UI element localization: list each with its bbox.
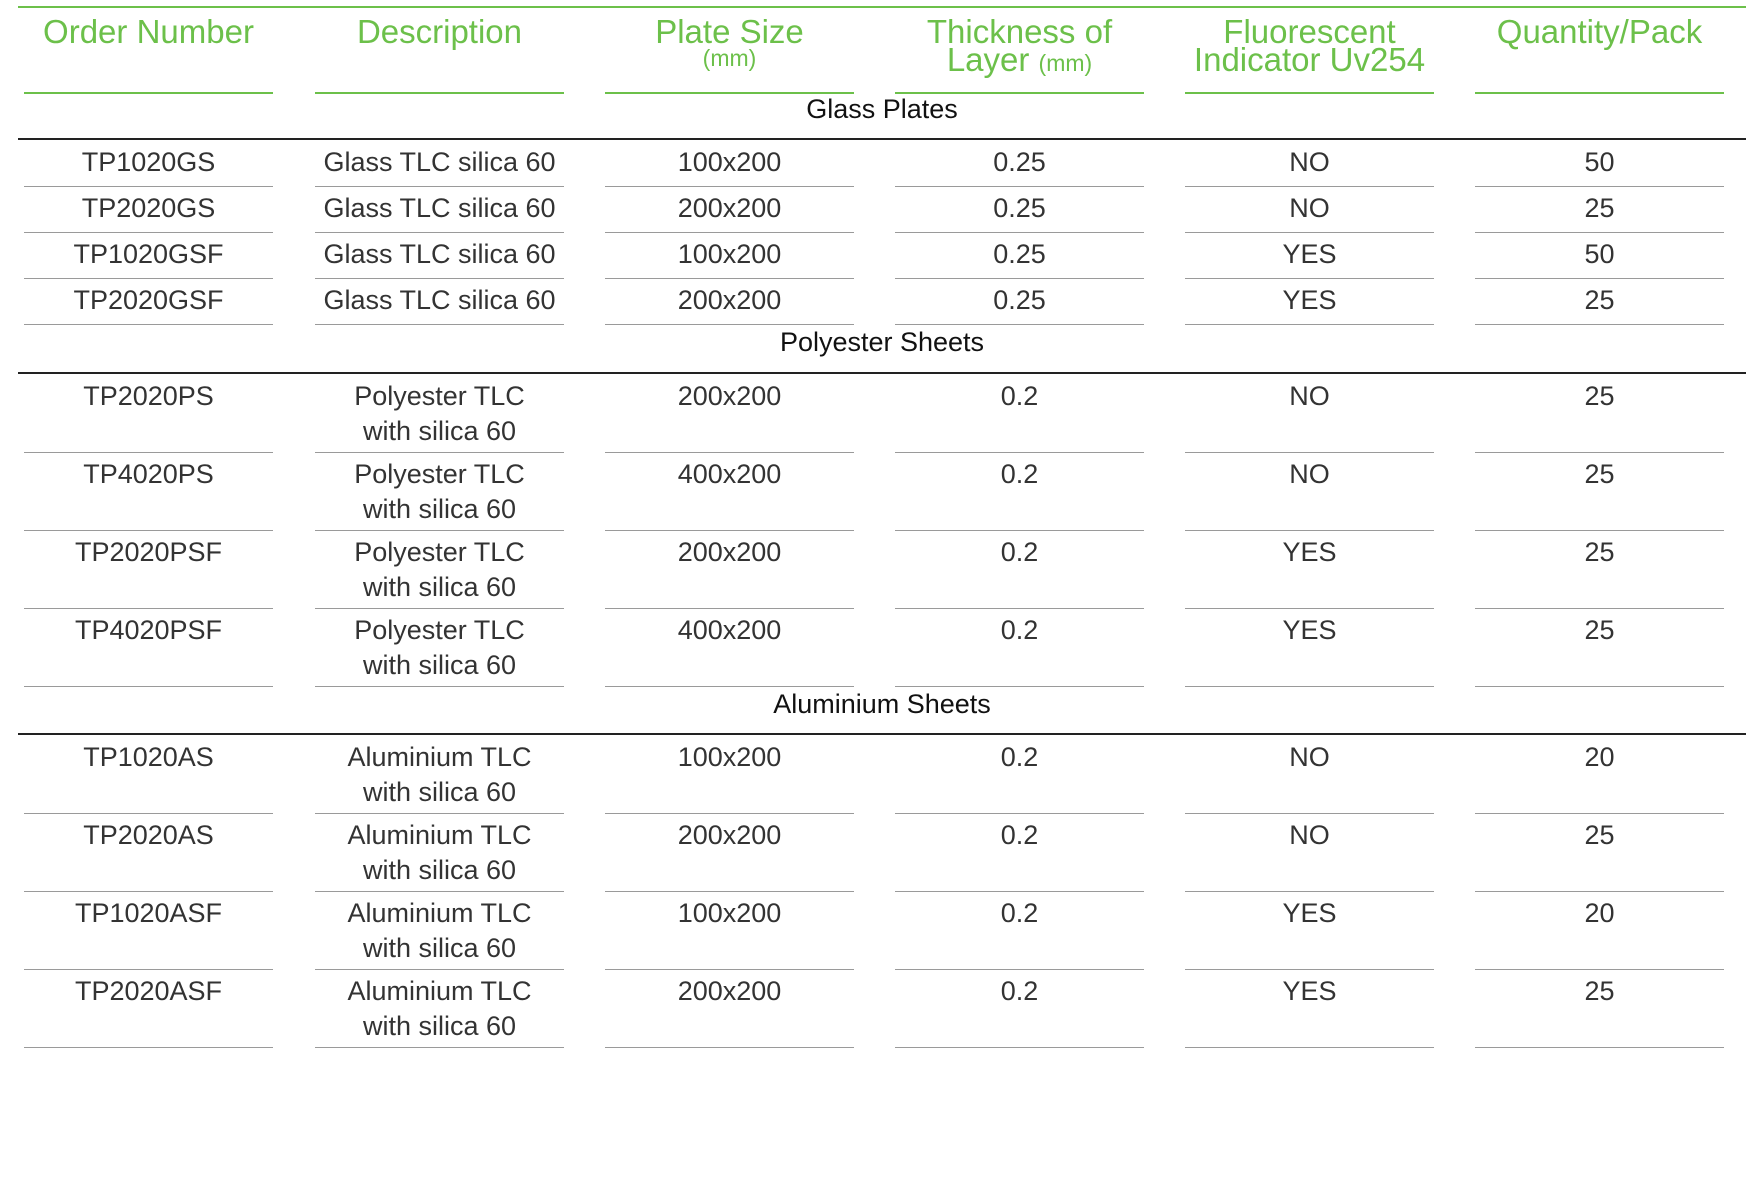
top-rule <box>18 6 1746 8</box>
description-line-1: Glass TLC silica 60 <box>323 285 556 315</box>
cell-fluorescent <box>1185 609 1434 687</box>
cell-fluorescent <box>1185 453 1434 531</box>
quantity-value: 25 <box>1584 976 1615 1006</box>
cell-quantity <box>1475 609 1724 687</box>
description-line-1: Polyester TLC <box>354 537 525 567</box>
header-order-number <box>24 12 273 94</box>
cell-plate-size <box>605 609 854 687</box>
plate-size-value: 400x200 <box>677 459 782 489</box>
cell-description <box>315 736 564 814</box>
cell-thickness <box>895 892 1144 970</box>
cell-quantity <box>1475 141 1724 187</box>
section-rule <box>18 372 1746 374</box>
description-line-1: Aluminium TLC <box>347 820 532 850</box>
thickness-value: 0.2 <box>1000 898 1039 928</box>
plate-size-value: 200x200 <box>677 820 782 850</box>
plate-size-value: 100x200 <box>677 898 782 928</box>
cell-quantity <box>1475 814 1724 892</box>
cell-order-number <box>24 736 273 814</box>
thickness-value: 0.2 <box>1000 537 1039 567</box>
description-line-2: with silica 60 <box>362 494 517 524</box>
order-number-value: TP4020PSF <box>74 615 223 645</box>
cell-fluorescent <box>1185 814 1434 892</box>
thickness-value: 0.2 <box>1000 820 1039 850</box>
thickness-value: 0.2 <box>1000 742 1039 772</box>
cell-plate-size <box>605 187 854 233</box>
cell-order-number <box>24 609 273 687</box>
description-line-1: Glass TLC silica 60 <box>323 239 556 269</box>
cell-description <box>315 892 564 970</box>
order-number-value: TP1020AS <box>83 742 214 772</box>
cell-fluorescent <box>1185 187 1434 233</box>
order-number-value: TP2020AS <box>83 820 214 850</box>
cell-plate-size <box>605 892 854 970</box>
cell-description <box>315 141 564 187</box>
thickness-value: 0.25 <box>993 285 1046 315</box>
description-line-2: with silica 60 <box>362 650 517 680</box>
description-line-2: with silica 60 <box>362 933 517 963</box>
plate-size-value: 200x200 <box>677 285 782 315</box>
header-thickness-unit: (mm) <box>1038 50 1093 76</box>
cell-thickness <box>895 453 1144 531</box>
cell-fluorescent <box>1185 531 1434 609</box>
cell-quantity <box>1475 233 1724 279</box>
description-line-2: with silica 60 <box>362 777 517 807</box>
plate-size-value: 100x200 <box>677 147 782 177</box>
header-thickness-label2: Layer <box>946 41 1030 78</box>
section-rule <box>18 733 1746 735</box>
quantity-value: 25 <box>1584 193 1615 223</box>
quantity-value: 25 <box>1584 285 1615 315</box>
cell-order-number <box>24 279 273 325</box>
cell-thickness <box>895 233 1144 279</box>
cell-plate-size <box>605 375 854 453</box>
header-description-label: Description <box>356 13 523 50</box>
cell-description <box>315 375 564 453</box>
cell-plate-size <box>605 531 854 609</box>
order-number-value: TP2020PS <box>83 381 214 411</box>
cell-quantity <box>1475 187 1724 233</box>
thickness-value: 0.2 <box>1000 976 1039 1006</box>
thickness-value: 0.25 <box>993 193 1046 223</box>
section-rule <box>18 138 1746 140</box>
cell-quantity <box>1475 892 1724 970</box>
cell-plate-size <box>605 141 854 187</box>
cell-order-number <box>24 375 273 453</box>
order-number-value: TP2020GSF <box>73 285 224 315</box>
thickness-value: 0.2 <box>1000 459 1039 489</box>
cell-description <box>315 531 564 609</box>
order-number-value: TP4020PS <box>83 459 214 489</box>
order-number-value: TP2020PSF <box>74 537 223 567</box>
cell-plate-size <box>605 814 854 892</box>
cell-thickness <box>895 141 1144 187</box>
cell-fluorescent <box>1185 375 1434 453</box>
header-thickness-label: Thickness of <box>926 13 1113 50</box>
description-line-1: Aluminium TLC <box>347 742 532 772</box>
cell-plate-size <box>605 970 854 1048</box>
header-plate-size-unit: (mm) <box>702 45 757 71</box>
plate-size-value: 200x200 <box>677 537 782 567</box>
quantity-value: 25 <box>1584 381 1615 411</box>
cell-quantity <box>1475 453 1724 531</box>
quantity-value: 50 <box>1584 147 1615 177</box>
header-description <box>315 12 564 94</box>
cell-description <box>315 970 564 1048</box>
header-fluorescent-label2: Indicator Uv254 <box>1193 41 1426 78</box>
cell-fluorescent <box>1185 970 1434 1048</box>
header-fluorescent-label: Fluorescent <box>1223 13 1396 50</box>
plate-size-value: 400x200 <box>677 615 782 645</box>
cell-description <box>315 233 564 279</box>
quantity-value: 20 <box>1584 742 1615 772</box>
quantity-value: 50 <box>1584 239 1615 269</box>
cell-quantity <box>1475 279 1724 325</box>
fluorescent-value: YES <box>1282 976 1337 1006</box>
order-number-value: TP2020GS <box>81 193 216 223</box>
fluorescent-value: NO <box>1289 742 1330 772</box>
plate-size-value: 100x200 <box>677 742 782 772</box>
fluorescent-value: NO <box>1289 459 1330 489</box>
plate-size-value: 200x200 <box>677 381 782 411</box>
description-line-1: Glass TLC silica 60 <box>323 193 556 223</box>
description-line-1: Polyester TLC <box>354 381 525 411</box>
fluorescent-value: YES <box>1282 898 1337 928</box>
section-title: Aluminium Sheets <box>773 689 991 719</box>
header-fluorescent <box>1185 12 1434 94</box>
description-line-1: Polyester TLC <box>354 459 525 489</box>
cell-thickness <box>895 609 1144 687</box>
quantity-value: 25 <box>1584 820 1615 850</box>
thickness-value: 0.25 <box>993 147 1046 177</box>
fluorescent-value: NO <box>1289 381 1330 411</box>
cell-order-number <box>24 141 273 187</box>
fluorescent-value: YES <box>1282 537 1337 567</box>
fluorescent-value: NO <box>1289 820 1330 850</box>
fluorescent-value: YES <box>1282 615 1337 645</box>
fluorescent-value: YES <box>1282 285 1337 315</box>
quantity-value: 25 <box>1584 615 1615 645</box>
header-plate-size-label: Plate Size <box>655 13 804 50</box>
cell-thickness <box>895 814 1144 892</box>
description-line-2: with silica 60 <box>362 1011 517 1041</box>
plate-size-value: 200x200 <box>677 193 782 223</box>
header-quantity <box>1475 12 1724 94</box>
thickness-value: 0.2 <box>1000 381 1039 411</box>
quantity-value: 20 <box>1584 898 1615 928</box>
cell-fluorescent <box>1185 736 1434 814</box>
header-order-number-label: Order Number <box>43 13 254 50</box>
fluorescent-value: NO <box>1289 193 1330 223</box>
header-thickness <box>895 12 1144 94</box>
cell-order-number <box>24 892 273 970</box>
quantity-value: 25 <box>1584 459 1615 489</box>
description-line-2: with silica 60 <box>362 416 517 446</box>
description-line-1: Aluminium TLC <box>347 898 532 928</box>
header-quantity-label: Quantity/Pack <box>1496 13 1703 50</box>
cell-description <box>315 814 564 892</box>
section-title: Polyester Sheets <box>779 327 985 357</box>
order-number-value: TP2020ASF <box>74 976 223 1006</box>
cell-thickness <box>895 375 1144 453</box>
cell-fluorescent <box>1185 233 1434 279</box>
description-line-1: Aluminium TLC <box>347 976 532 1006</box>
cell-description <box>315 187 564 233</box>
fluorescent-value: NO <box>1289 147 1330 177</box>
plate-size-value: 200x200 <box>677 976 782 1006</box>
cell-order-number <box>24 970 273 1048</box>
cell-order-number <box>24 453 273 531</box>
cell-quantity <box>1475 970 1724 1048</box>
header-plate-size <box>605 12 854 94</box>
cell-quantity <box>1475 375 1724 453</box>
cell-order-number <box>24 814 273 892</box>
cell-description <box>315 609 564 687</box>
cell-plate-size <box>605 279 854 325</box>
description-line-2: with silica 60 <box>362 572 517 602</box>
cell-thickness <box>895 187 1144 233</box>
section-title: Glass Plates <box>806 94 958 124</box>
description-line-1: Polyester TLC <box>354 615 525 645</box>
cell-fluorescent <box>1185 279 1434 325</box>
fluorescent-value: YES <box>1282 239 1337 269</box>
cell-thickness <box>895 531 1144 609</box>
description-line-1: Glass TLC silica 60 <box>323 147 556 177</box>
cell-order-number <box>24 531 273 609</box>
cell-plate-size <box>605 453 854 531</box>
cell-description <box>315 279 564 325</box>
cell-thickness <box>895 970 1144 1048</box>
thickness-value: 0.2 <box>1000 615 1039 645</box>
plate-size-value: 100x200 <box>677 239 782 269</box>
cell-fluorescent <box>1185 141 1434 187</box>
cell-order-number <box>24 233 273 279</box>
order-number-value: TP1020GS <box>81 147 216 177</box>
thickness-value: 0.25 <box>993 239 1046 269</box>
header-thickness-line2 <box>895 41 1144 78</box>
quantity-value: 25 <box>1584 537 1615 567</box>
cell-fluorescent <box>1185 892 1434 970</box>
cell-quantity <box>1475 531 1724 609</box>
cell-order-number <box>24 187 273 233</box>
cell-plate-size <box>605 233 854 279</box>
cell-plate-size <box>605 736 854 814</box>
cell-thickness <box>895 736 1144 814</box>
cell-thickness <box>895 279 1144 325</box>
description-line-2: with silica 60 <box>362 855 517 885</box>
cell-description <box>315 453 564 531</box>
order-number-value: TP1020GSF <box>73 239 224 269</box>
cell-quantity <box>1475 736 1724 814</box>
order-number-value: TP1020ASF <box>74 898 223 928</box>
